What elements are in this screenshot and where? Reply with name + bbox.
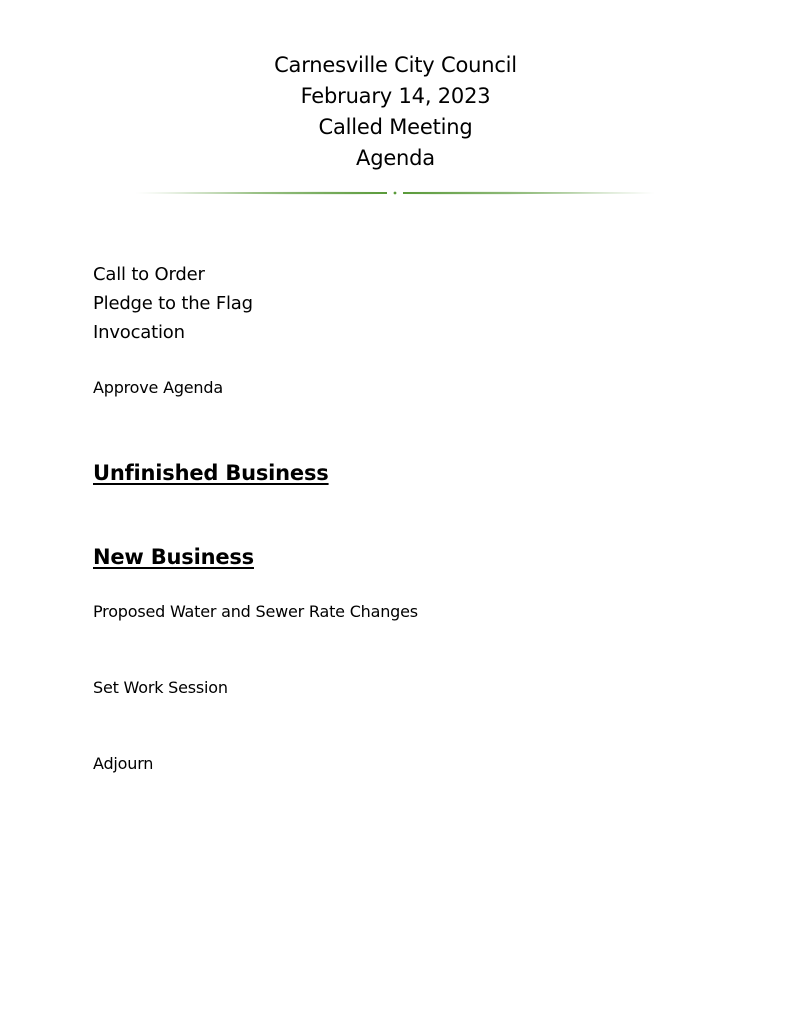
meeting-date: February 14, 2023: [300, 84, 491, 108]
agenda-item-approve-agenda: Approve Agenda: [93, 378, 223, 397]
agenda-item-pledge: Pledge to the Flag: [93, 293, 253, 314]
agenda-item-invocation: Invocation: [93, 322, 185, 343]
divider-left-stroke: [135, 192, 387, 194]
agenda-item-adjourn: Adjourn: [93, 754, 154, 773]
agenda-item-water-sewer-rates: Proposed Water and Sewer Rate Changes: [93, 602, 418, 621]
org-name: Carnesville City Council: [274, 53, 517, 77]
section-heading-unfinished-business: Unfinished Business: [93, 461, 329, 485]
opening-items: [93, 260, 253, 347]
agenda-item-call-to-order: Call to Order: [93, 264, 205, 285]
agenda-item-set-work-session: Set Work Session: [93, 678, 228, 697]
document-header: [0, 50, 791, 174]
meeting-type: Called Meeting: [318, 115, 473, 139]
section-heading-new-business: New Business: [93, 545, 254, 569]
divider-center-dot: [394, 192, 397, 195]
doc-title: Agenda: [356, 146, 435, 170]
header-divider: [135, 188, 655, 198]
divider-right-stroke: [403, 192, 655, 194]
